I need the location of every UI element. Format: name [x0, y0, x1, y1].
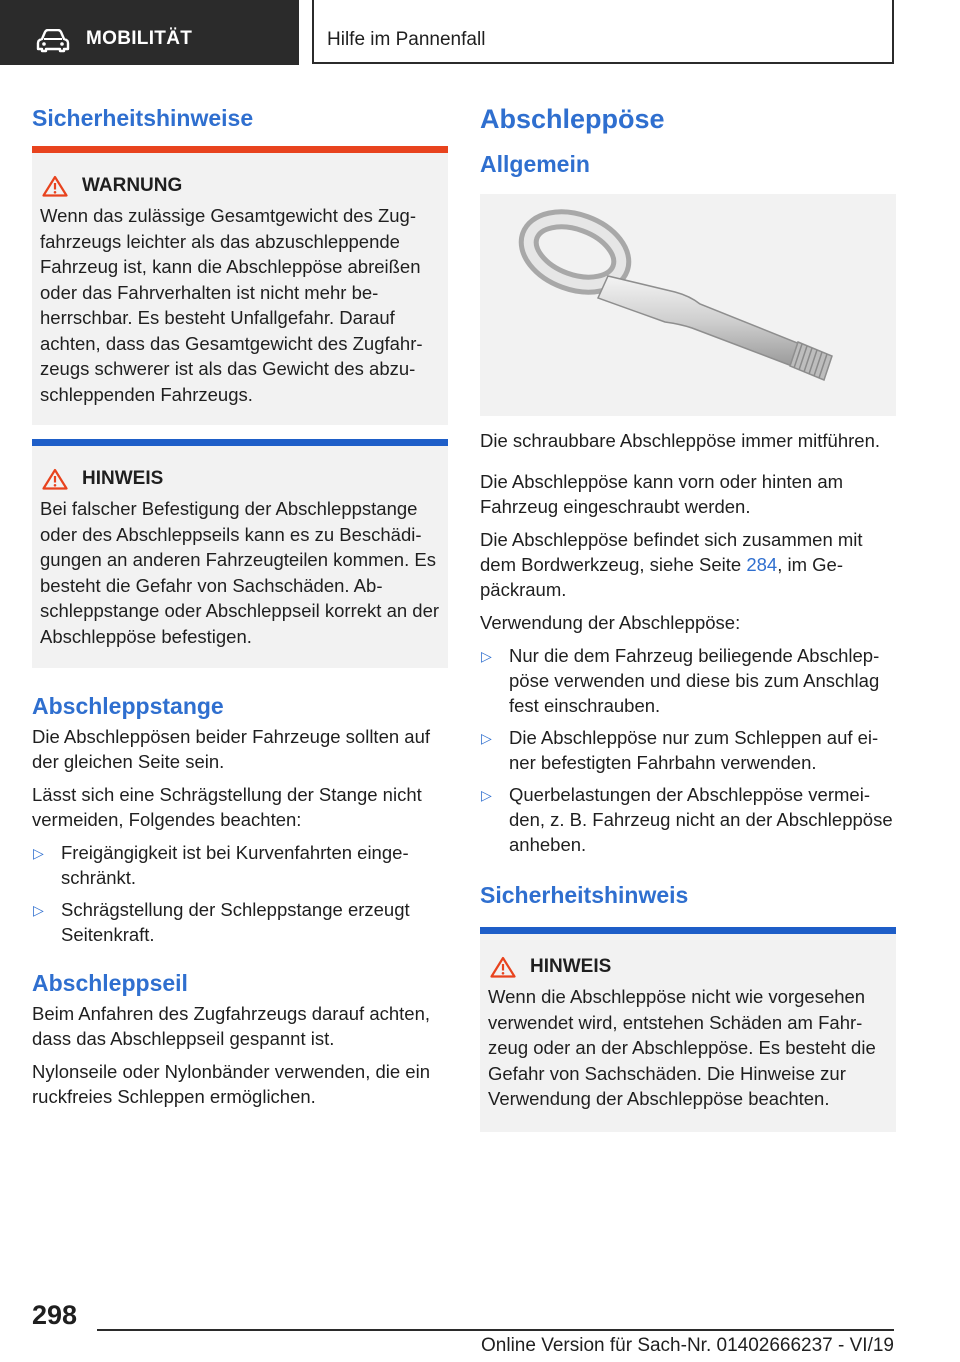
footer-divider [97, 1329, 894, 1331]
triangle-bullet-icon: ▷ [33, 845, 44, 861]
right-note-text: Wenn die Abschleppöse nicht wie vorgesehen verwendet wird, entstehen Schäden am Fahrzeug oder an der Abschleppöse. Es besteht die Gefahr von Sachschäden. Die Hinweise zur Verwendung der Abschleppöse beachten. [488, 986, 876, 1109]
warning-title: WARNUNG [82, 175, 183, 196]
tow-eye-usage-list [480, 643, 896, 857]
right-column [480, 102, 896, 1132]
page-reference-link[interactable]: 284 [746, 554, 778, 575]
tow-eye-paragraph-3: Verwendung der Abschleppöse: [480, 612, 741, 633]
tow-rope-heading: Abschleppseil [32, 970, 188, 996]
note-box [32, 439, 448, 668]
list-item: ▷ Nur die dem Fahrzeug beiliegende Abschleppöse verwenden und diese bis zum Anschlag fest einschrauben. [481, 645, 880, 716]
tow-eye-illustration [480, 194, 896, 416]
chapter-tab [312, 0, 894, 64]
online-version-text: Online Version für Sach-Nr. 01402666237 - VI/19 [481, 1335, 894, 1356]
tow-bar-list [32, 840, 448, 947]
triangle-bullet-icon: ▷ [481, 787, 492, 803]
note-title-row [40, 468, 440, 490]
warning-box [32, 146, 448, 425]
section-title: MOBILITÄT [86, 28, 193, 49]
right-note-box [480, 927, 896, 1132]
right-note-title-row [488, 956, 888, 978]
tow-rope-paragraph-1: Beim Anfahren des Zugfahrzeugs darauf achten, dass das Abschleppseil gespannt ist. [32, 1003, 431, 1049]
right-note-title: HINWEIS [530, 956, 612, 977]
safety-heading: Sicherheitshinweise [32, 105, 254, 131]
tow-eye-figure [480, 194, 896, 416]
chapter-title: Hilfe im Pannenfall [327, 29, 486, 50]
list-item: ▷ Freigängigkeit ist bei Kurvenfahrten eingeschränkt. [33, 842, 409, 888]
list-item: ▷ Schrägstellung der Schleppstange erzeugt Seitenkraft. [33, 899, 410, 945]
tow-eye-heading: Abschleppöse [480, 104, 665, 134]
safety-note-heading: Sicherheitshinweis [480, 882, 689, 908]
tow-eye-paragraph-1: Die Abschleppöse kann vorn oder hinten am Fahrzeug eingeschraubt werden. [480, 471, 844, 517]
tow-bar-paragraph-1: Die Abschleppösen beider Fahrzeuge sollten auf der gleichen Seite sein. [32, 726, 431, 772]
figure-caption: Die schraubbare Abschleppöse immer mitführen. [480, 430, 880, 451]
tow-bar-paragraph-2: Lässt sich eine Schrägstellung der Stange nicht vermeiden, Folgendes beachten: [32, 784, 422, 830]
tow-rope-paragraph-2: Nylonseile oder Nylonbänder verwenden, die ein ruckfreies Schleppen ermöglichen. [32, 1061, 430, 1107]
section-tab [0, 0, 299, 65]
tow-bar-heading: Abschleppstange [32, 693, 224, 719]
triangle-bullet-icon: ▷ [481, 648, 492, 664]
note-text: Bei falscher Befestigung der Abschleppstange oder des Abschleppseils kann es zu Beschädigungen an anderen Fahrzeugteilen kommen. Es besteht die Gefahr von Sachschäden. Abschleppstange oder Abschleppseil korrekt an der Abschleppöse befestigen. [40, 498, 440, 647]
general-subheading: Allgemein [480, 151, 590, 177]
triangle-bullet-icon: ▷ [481, 730, 492, 746]
page-number: 298 [32, 1300, 78, 1330]
triangle-bullet-icon: ▷ [33, 902, 44, 918]
car-icon [36, 29, 70, 53]
list-item: ▷ Querbelastungen der Abschleppöse vermeiden, z. B. Fahrzeug nicht an der Abschleppöse anheben. [481, 784, 893, 855]
note-triangle-icon [490, 956, 516, 978]
warning-triangle-icon [42, 175, 68, 197]
warning-title-row [40, 175, 440, 197]
left-column [32, 104, 448, 1117]
warning-text: Wenn das zulässige Gesamtgewicht des Zugfahrzeugs leichter als das abzuschleppende Fahrzeug ist, kann die Abschleppöse abreißen oder das Fahrverhalten ist nicht mehr beherrschbar. Es besteht Unfallgefahr. Darauf achten, dass das Gesamtgewicht des Zugfahrzeugs schwerer ist als das Gewicht des abzuschleppenden Fahrzeugs. [40, 205, 423, 405]
note-title: HINWEIS [82, 468, 164, 489]
list-item: ▷ Die Abschleppöse nur zum Schleppen auf einer befestigten Fahrbahn verwenden. [481, 727, 879, 773]
tow-eye-paragraph-2: Die Abschleppöse befindet sich zusammen mit dem Bordwerkzeug, siehe Seite 284, im Gepäckraum. [480, 529, 863, 600]
note-triangle-icon [42, 468, 68, 490]
